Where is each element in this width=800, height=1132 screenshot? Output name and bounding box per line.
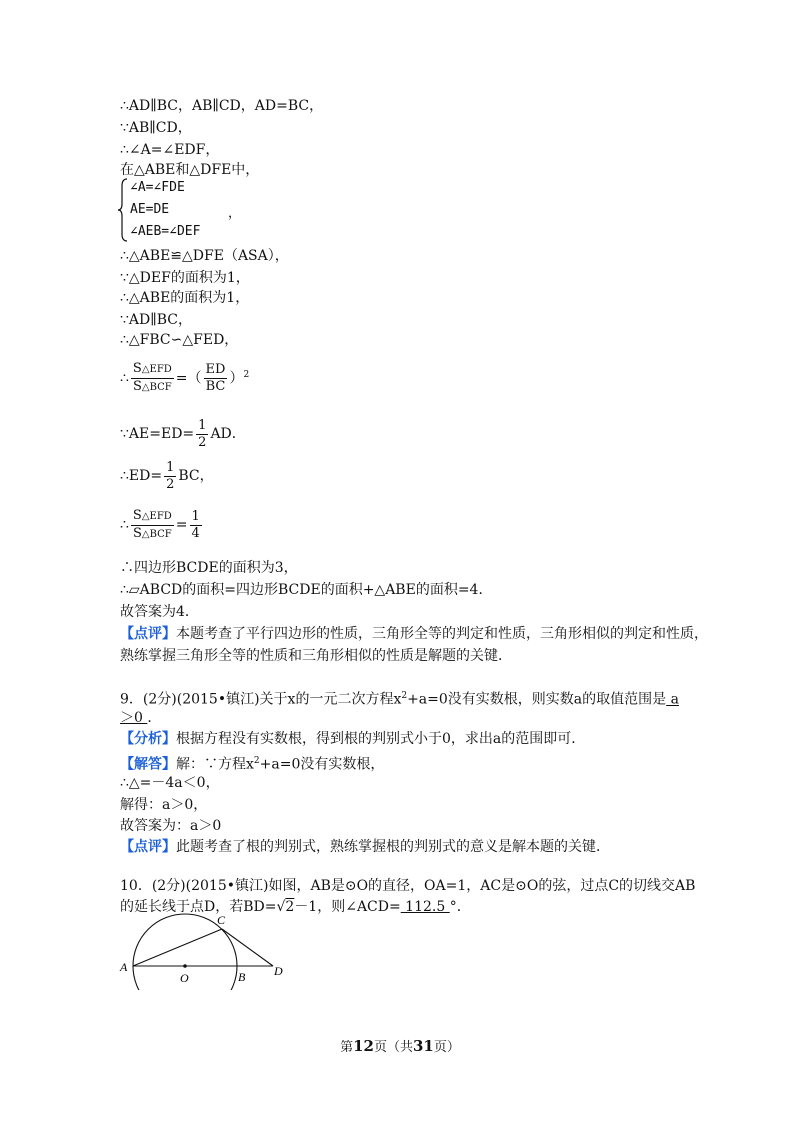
label-c: C xyxy=(217,913,226,927)
solution-tag: 【解答】 xyxy=(120,756,176,773)
area-ratio-equation: ∴ $\frac{\text{S△EFD}}{\text{S△BCF}}$ =（ $\frac{ED}{BC}$ ）$^2$ xyxy=(120,361,250,395)
sqrt-symbol: √2 xyxy=(276,899,295,915)
label-b: B xyxy=(238,970,246,984)
answer-blank: 112.5 xyxy=(400,899,450,915)
question-10-stem-cont: 的延长线于点D，若BD=√2－1，则∠ACD= 112.5 °． xyxy=(120,899,471,915)
label-a: A xyxy=(120,960,128,974)
analysis-line: 【分析】根据方程没有实数根，得到根的判别式小于0，求出a的范围即可． xyxy=(120,731,586,747)
solution-header: 【解答】解：∵方程$x^2+a=0$没有实数根， xyxy=(120,756,385,773)
solution-line: ∴四边形BCDE的面积为3， xyxy=(120,560,298,576)
solution-line: ∴∠A=∠EDF， xyxy=(120,142,220,158)
ed-equation: ∴ED= $\frac{1}{2}$ BC， xyxy=(120,459,214,492)
solution-line: ∴△=－4a＜0， xyxy=(120,775,220,791)
solution-line: ∴△ABE≌△DFE（ASA）， xyxy=(120,248,289,264)
page-total: 31 xyxy=(413,1037,434,1055)
quarter-fraction: $\frac{1}{4}$ xyxy=(191,508,200,541)
system-row: ∠AEB=∠DEF xyxy=(130,224,201,239)
label-d: D xyxy=(274,964,283,978)
question-9-stem: 9．(2分)(2015•镇江)关于x的一元二次方程$x^2+a=0$没有实数根，则实数a的取值范围是 a xyxy=(120,691,679,708)
label-o: O xyxy=(180,971,189,985)
area-fraction: $\frac{\text{S△EFD}}{\text{S△BCF}}$ xyxy=(132,361,172,395)
comment-line: 【点评】此题考查了根的判别式，熟练掌握根的判别式的意义是解本题的关键． xyxy=(120,839,610,855)
half-fraction: $\frac{1}{2}$ xyxy=(166,459,175,492)
question-9-stem-cont: ＞0 ． xyxy=(120,710,162,726)
system-row: AE=DE xyxy=(130,202,170,217)
half-fraction: $\frac{1}{2}$ xyxy=(198,417,207,450)
answer-line: 故答案为：a＞0 xyxy=(120,818,222,834)
question-10-stem: 10．(2分)(2015•镇江)如图，AB是⊙O的直径，OA=1，AC是⊙O的弦，过点C的切线交AB xyxy=(120,878,696,894)
solution-line: ∴▱ABCD的面积=四边形BCDE的面积+△ABE的面积=4． xyxy=(120,582,493,598)
page-footer: 第12页（共31页） xyxy=(340,1037,460,1055)
solution-line: ∵AB∥CD， xyxy=(120,120,192,136)
equation-system xyxy=(118,178,258,242)
page-number: 12 xyxy=(353,1037,374,1055)
system-row: ∠A=∠FDE xyxy=(130,180,185,195)
solution-line: ∴AD∥BC，AB∥CD，AD=BC， xyxy=(120,98,324,114)
answer-blank: ＞0 xyxy=(120,710,148,726)
side-fraction: $\frac{ED}{BC}$ xyxy=(205,362,226,395)
answer-line: 故答案为4． xyxy=(120,604,199,620)
chord-ac xyxy=(133,929,222,966)
solution-line: ∵AD∥BC， xyxy=(120,312,192,328)
solution-line: 解得：a＞0， xyxy=(120,797,208,813)
answer-blank: a xyxy=(666,691,679,708)
tangent-cd xyxy=(222,929,273,966)
comment-line: 熟练掌握三角形全等的性质和三角形相似的性质是解题的关键． xyxy=(120,648,512,664)
solution-line: ∵△DEF的面积为1， xyxy=(120,270,250,286)
solution-line: ∴△ABE的面积为1， xyxy=(120,290,250,306)
solution-line: ∴△FBC∽△FED， xyxy=(120,332,239,348)
area-fraction: $\frac{\text{S△EFD}}{\text{S△BCF}}$ xyxy=(132,507,172,541)
center-point xyxy=(183,964,187,968)
comment-line: 【点评】本题考查了平行四边形的性质，三角形全等的判定和性质，三角形相似的判定和性质， xyxy=(120,626,708,642)
circle-tangent-figure xyxy=(118,895,303,990)
left-brace-icon xyxy=(118,178,128,242)
solution-line: 在△ABE和△DFE中， xyxy=(120,162,260,178)
midpoint-equation: ∵AE=ED= $\frac{1}{2}$ AD． xyxy=(120,417,246,450)
exponent: 2 xyxy=(243,370,250,380)
system-tail: ， xyxy=(228,206,242,221)
area-ratio-result: ∴ $\frac{\text{S△EFD}}{\text{S△BCF}}$ = $\frac{1}{4}$ xyxy=(120,507,200,541)
therefore-symbol: ∴ xyxy=(120,370,129,387)
comment-tag: 【点评】 xyxy=(120,839,176,855)
analysis-tag: 【分析】 xyxy=(120,731,176,747)
comment-tag: 【点评】 xyxy=(120,626,176,642)
